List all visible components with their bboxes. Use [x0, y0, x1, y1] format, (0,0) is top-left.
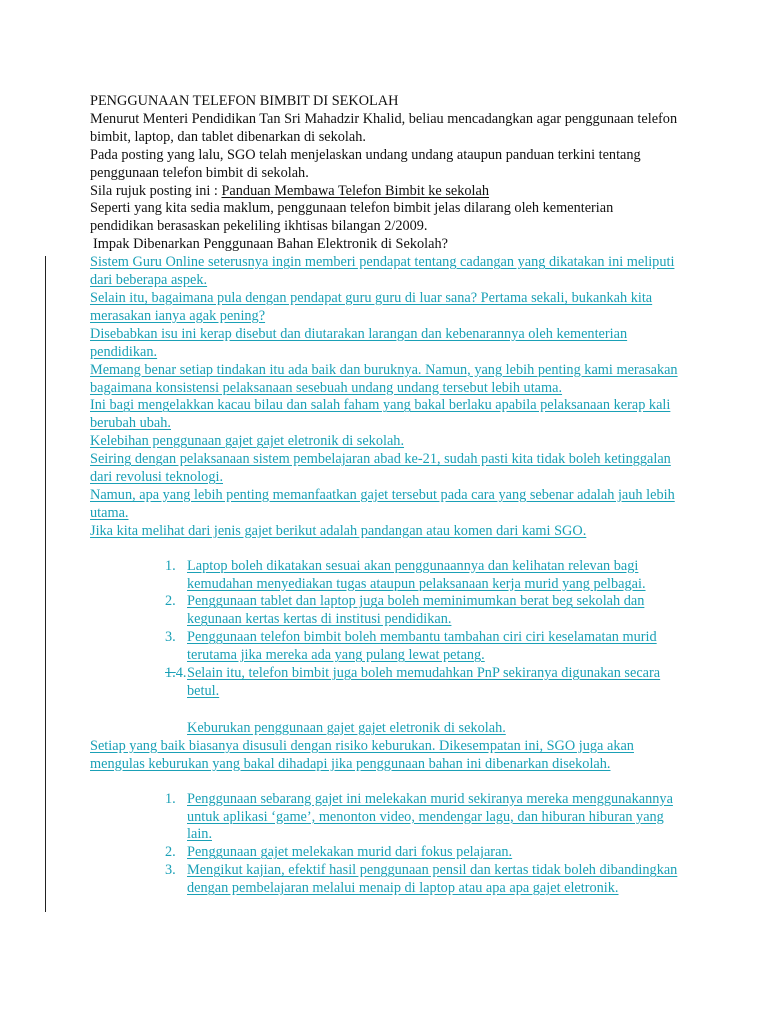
- list-item: [90, 629, 680, 665]
- list-item: [90, 791, 680, 845]
- body-paragraph: Sistem Guru Online seterusnya ingin memberi pendapat tentang cadangan yang dikatakan ini meliputi dari beberapa aspek.: [90, 254, 675, 289]
- list-number: 1.: [165, 790, 176, 807]
- list-item-text: Penggunaan gajet melekakan murid dari fokus pelajaran.: [187, 844, 513, 861]
- list-number: 3.: [165, 862, 176, 879]
- intro-paragraph-2: Pada posting yang lalu, SGO telah menjelaskan undang undang ataupun panduan terkini tentang penggunaan telefon bimbit di sekolah.: [90, 146, 641, 181]
- list-number: 2.: [165, 593, 176, 610]
- list-item: [90, 558, 680, 594]
- advantages-list: [90, 558, 680, 701]
- list-number: [165, 665, 186, 683]
- list-item-text: Penggunaan telefon bimbit boleh membantu tambahan ciri ciri keselamatan murid terutama jika mereka ada yang pulang lewat petang.: [187, 629, 657, 664]
- list-item: [90, 593, 680, 629]
- body-paragraph: Memang benar setiap tindakan itu ada baik dan buruknya. Namun, yang lebih penting kami merasakan bagaimana konsistensi pelaksanaan sesebuah undang undang tersebut lebih utama.: [90, 361, 678, 396]
- refer-prefix: Sila rujuk posting ini :: [90, 182, 222, 199]
- disadvantages-heading: Keburukan penggunaan gajet gajet eletronik di sekolah.: [187, 719, 506, 736]
- document-page: [90, 93, 680, 898]
- list-item-text: Mengikut kajian, efektif hasil penggunaan pensil dan kertas tidak boleh dibandingkan dengan pembelajaran melalui menaip di laptop atau apa apa gajet eletronik.: [187, 862, 678, 897]
- list-item-text: Selain itu, telefon bimbit juga boleh memudahkan PnP sekiranya digunakan secara betul.: [187, 665, 661, 699]
- list-item-text: Penggunaan tablet dan laptop juga boleh meminimumkan berat beg sekolah dan kegunaan kertas kertas di institusi pendidikan.: [187, 593, 645, 628]
- body-paragraph: Disebabkan isu ini kerap disebut dan diutarakan larangan dan kebenarannya oleh kementerian pendidikan.: [90, 325, 628, 360]
- disadvantages-list: [90, 791, 680, 898]
- deleted-number: 1.: [165, 665, 176, 682]
- body-paragraph: Ini bagi mengelakkan kacau bilau dan salah faham yang bakal berlaku apabila pelaksanaan kerap kali berubah ubah.: [90, 397, 671, 432]
- list-item-text: Penggunaan sebarang gajet ini melekakan murid sekiranya mereka menggunakannya untuk aplikasi ‘game’, menonton video, mendengar lagu, dan hiburan hiburan yang lain.: [187, 790, 673, 843]
- list-number: 1.: [165, 557, 176, 574]
- body-paragraph: Jika kita melihat dari jenis gajet berikut adalah pandangan atau komen dari kami SGO.: [90, 522, 587, 539]
- list-number: 3.: [165, 629, 176, 646]
- body-paragraph: Selain itu, bagaimana pula dengan pendapat guru guru di luar sana? Pertama sekali, bukankah kita merasakan ianya agak pening?: [90, 289, 653, 324]
- inserted-number: 4.: [175, 665, 187, 682]
- intro-paragraph-3: Seperti yang kita sedia maklum, penggunaan telefon bimbit jelas dilarang oleh kementerian pendidikan berasaskan pekeliling ikhtisas bilangan 2/2009.: [90, 200, 614, 235]
- intro-paragraph-1: Menurut Menteri Pendidikan Tan Sri Mahadzir Khalid, beliau mencadangkan agar penggunaan telefon bimbit, laptop, dan tablet dibenarkan di sekolah.: [90, 110, 678, 145]
- list-item-text: Laptop boleh dikatakan sesuai akan penggunaannya dan kelihatan relevan bagi kemudahan menyediakan tugas ataupun pelaksanaan kerja murid yang pelbagai.: [187, 557, 646, 592]
- disadvantages-intro: Setiap yang baik biasanya disusuli dengan risiko keburukan. Dikesempatan ini, SGO juga akan mengulas keburukan yang bakal dihadapi jika penggunaan bahan ini dibenarkan disekolah.: [90, 737, 634, 772]
- change-bar: [45, 256, 46, 912]
- body-paragraph: Namun, apa yang lebih penting memanfaatkan gajet tersebut pada cara yang sebenar adalah jauh lebih utama.: [90, 486, 675, 521]
- list-number: 2.: [165, 844, 176, 861]
- list-item: [90, 844, 680, 862]
- body-paragraph: Seiring dengan pelaksanaan sistem pembelajaran abad ke-21, sudah pasti kita tidak boleh ketinggalan dari revolusi teknologi.: [90, 451, 671, 486]
- impact-question: Impak Dibenarkan Penggunaan Bahan Elektronik di Sekolah?: [93, 236, 448, 253]
- refer-line: [90, 183, 680, 201]
- list-item: [90, 665, 680, 701]
- list-item: [90, 862, 680, 898]
- document-heading: PENGGUNAAN TELEFON BIMBIT DI SEKOLAH: [90, 93, 399, 109]
- refer-link[interactable]: Panduan Membawa Telefon Bimbit ke sekolah: [221, 182, 490, 199]
- advantages-heading: Kelebihan penggunaan gajet gajet eletronik di sekolah.: [90, 433, 405, 450]
